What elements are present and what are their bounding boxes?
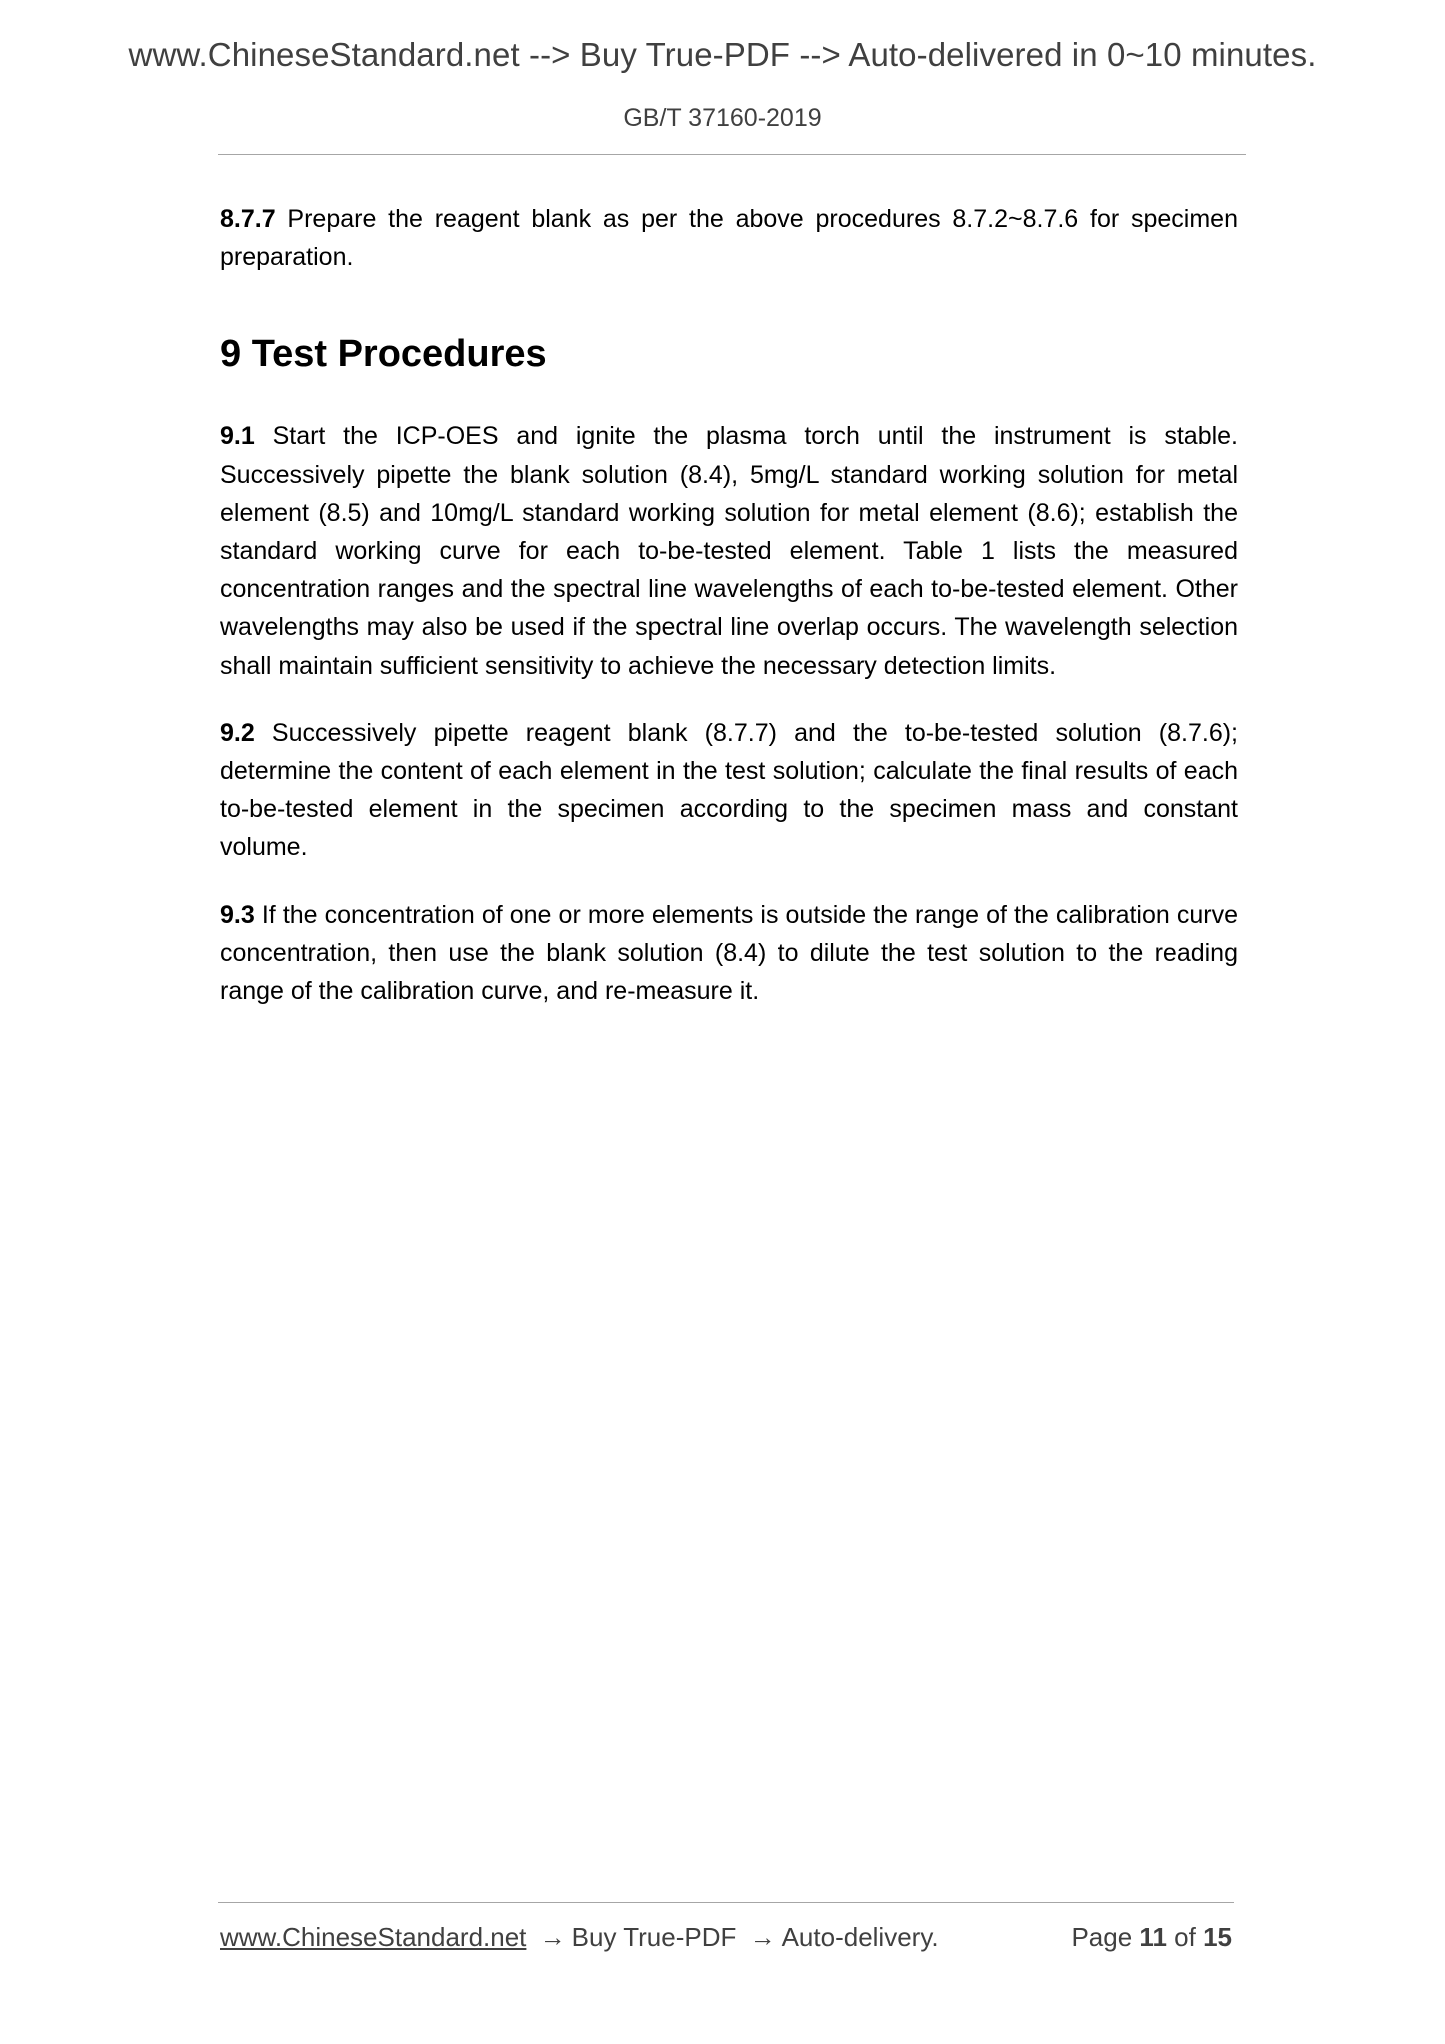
paragraph-9-2 — [220, 714, 1238, 867]
total-page-number: 15 — [1203, 1922, 1232, 1952]
clause-number: 9.1 — [220, 422, 255, 451]
buy-true-pdf-text: Buy True-PDF — [571, 1922, 737, 1952]
page-label: Page — [1071, 1922, 1133, 1952]
paragraph-9-3 — [220, 896, 1238, 1011]
of-label: of — [1174, 1922, 1196, 1952]
auto-delivery-text: Auto-delivery. — [781, 1922, 939, 1952]
paragraph-8-7-7 — [220, 200, 1238, 276]
paragraph-9-1 — [220, 417, 1238, 684]
clause-number: 9.3 — [220, 900, 255, 929]
section-heading: 9 Test Procedures — [220, 333, 547, 376]
document-code: GB/T 37160-2019 — [623, 104, 822, 132]
page-content — [220, 200, 1238, 1010]
clause-text: If the concentration of one or more elements is outside the range of the calibration curve concentration, then use the blank solution (8.4) to dilute the test solution to the reading range of the calibration curve, and re-measure it. — [220, 900, 1238, 1006]
arrow-right-icon: → — [539, 1922, 566, 1952]
site-banner: www.ChineseStandard.net --> Buy True-PDF --> Auto-delivered in 0~10 minutes. — [128, 36, 1317, 73]
arrow-right-icon: → — [749, 1922, 776, 1952]
header-divider — [218, 154, 1246, 155]
page-indicator — [1071, 1922, 1232, 1953]
clause-text: Successively pipette reagent blank (8.7.7) and the to-be-tested solution (8.7.6); determine the content of each element in the test solution; calculate the final results of each to-be-tested element in the specimen according to the specimen mass and constant volume. — [220, 718, 1238, 862]
site-link[interactable]: www.ChineseStandard.net — [220, 1922, 527, 1952]
page-footer — [220, 1922, 1232, 1953]
clause-number: 8.7.7 — [220, 205, 276, 233]
clause-text: Prepare the reagent blank as per the above procedures 8.7.2~8.7.6 for specimen preparation. — [220, 205, 1238, 272]
clause-number: 9.2 — [220, 718, 255, 747]
clause-text: Start the ICP-OES and ignite the plasma torch until the instrument is stable. Successively pipette the blank solution (8.4), 5mg/L standard working solution for metal element (8.5) and 10mg/L standard working solution for metal element (8.6); establish the standard working curve for each to-be-tested element. Table 1 lists the measured concentration ranges and the spectral line wavelengths of each to-be-tested element. Other wavelengths may also be used if the spectral line overlap occurs. The wavelength selection shall maintain sufficient sensitivity to achieve the necessary detection limits. — [220, 422, 1238, 680]
current-page-number: 11 — [1139, 1922, 1167, 1952]
footer-divider — [218, 1902, 1234, 1903]
